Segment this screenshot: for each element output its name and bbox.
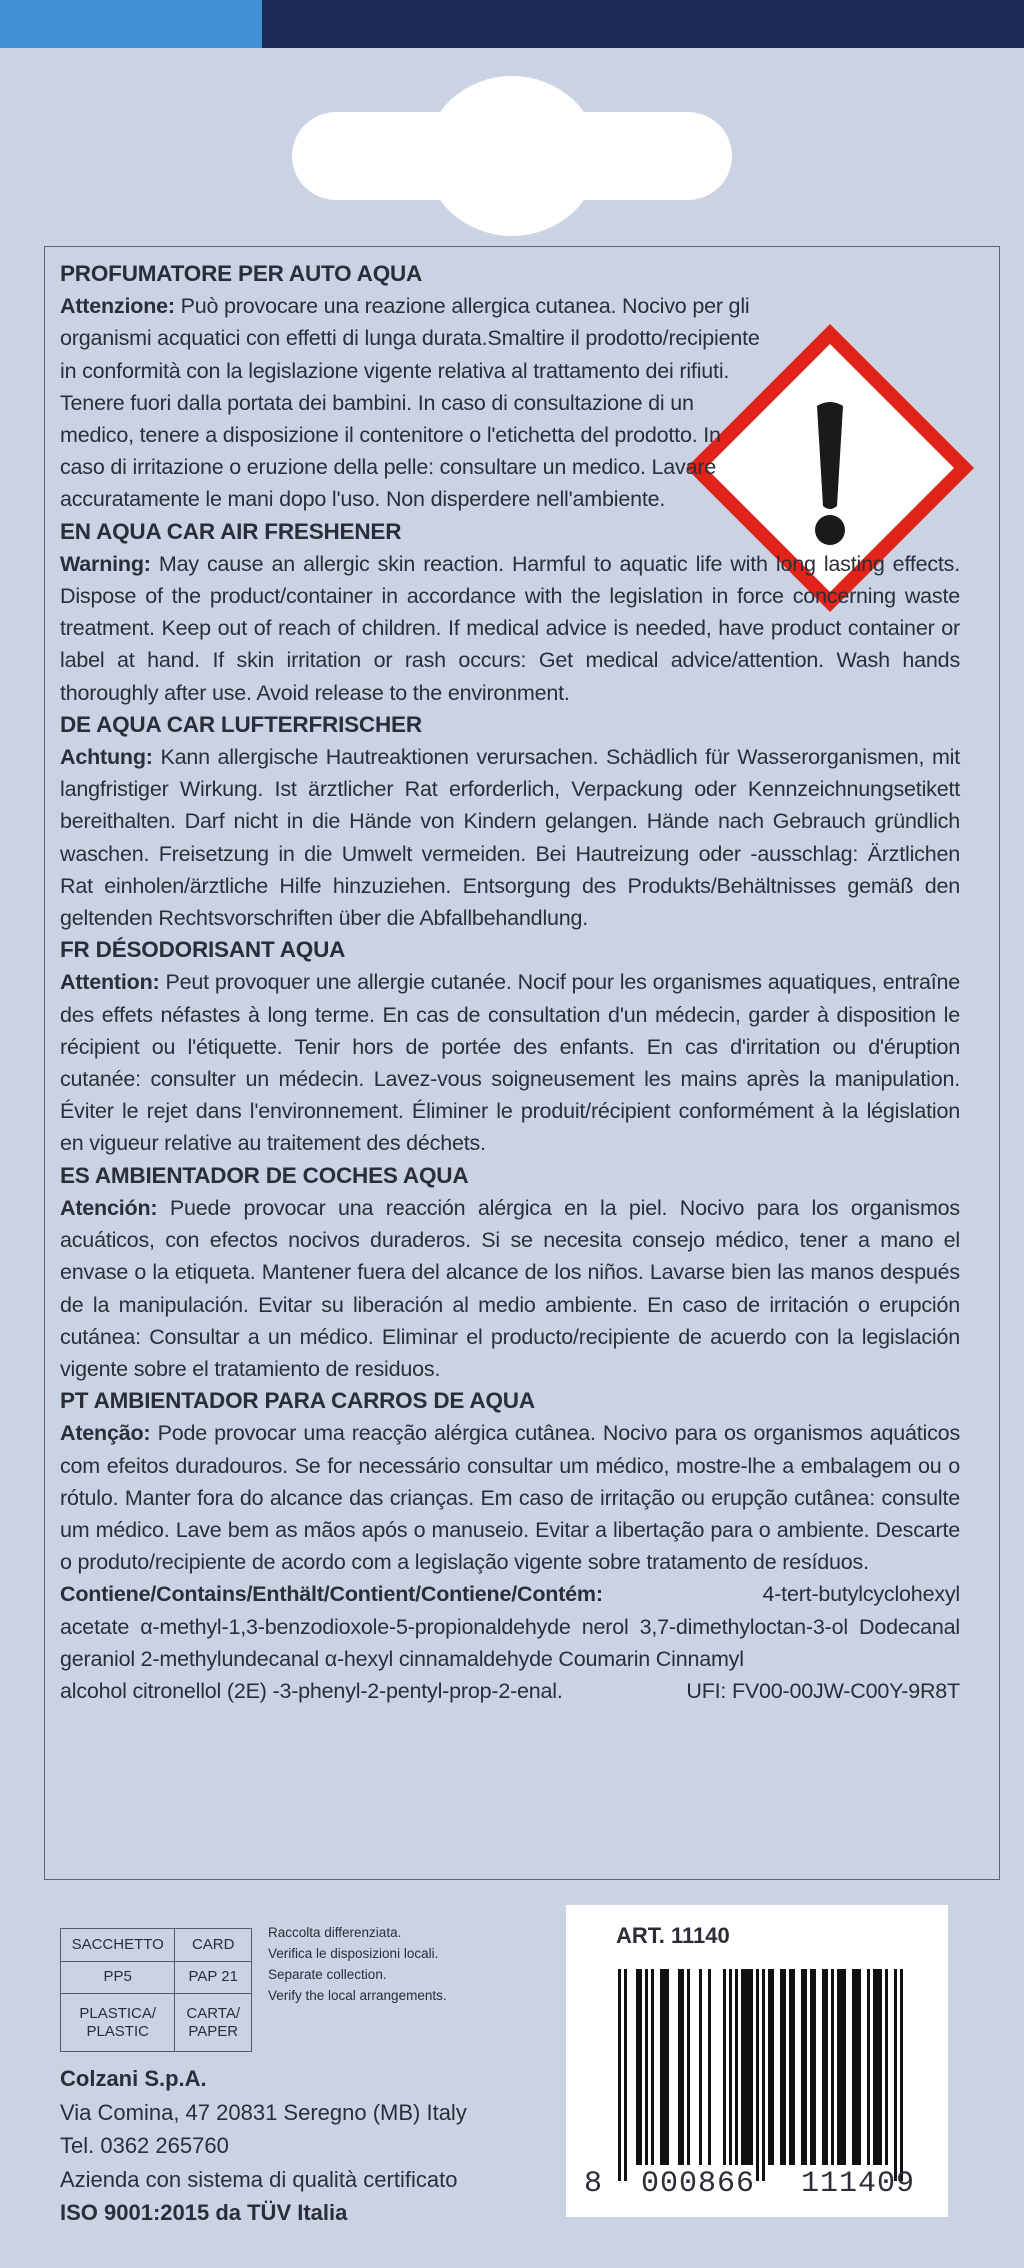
recycle-cell: PP5 — [61, 1961, 175, 1994]
contains-text: acetate α-methyl-1,3-benzodioxole-5-propionaldehyde nerol 3,7-dimethyloctan-3-ol Dodecanal geraniol 2-methylundecanal α-hexyl cinnamaldehyde Coumarin Cinnamyl — [60, 1614, 960, 1671]
barcode-bar — [663, 1969, 666, 2165]
barcode-digits — [584, 2167, 944, 2201]
recycle-note-line: Separate collection. — [268, 1967, 387, 1982]
barcode-bar — [699, 1969, 702, 2165]
barcode-bar — [843, 1969, 846, 2165]
barcode-lead-digit: 8 — [584, 2167, 604, 2201]
company-tel: Tel. 0362 265760 — [60, 2133, 229, 2158]
en-text: May cause an allergic skin reaction. Harmful to aquatic life with long lasting effects. Dispose of the product/container in accordance with the legislation in force concerning waste treatment. Keep out of reach of children. If medical advice is needed, have product container or label at hand. If skin irritation or rash occurs: Get medical advice/attention. Wash hands thoroughly after use. Avoid release to the environment. — [60, 551, 961, 705]
ufi-code: UFI: FV00-00JW-C00Y-9R8T — [686, 1678, 960, 1703]
barcode-bar — [636, 1969, 639, 2165]
de-keyword: Achtung: — [60, 745, 153, 770]
recycle-row — [61, 1929, 252, 1962]
barcode-bar — [780, 1969, 783, 2165]
barcode-bar — [708, 1969, 711, 2165]
barcode-bar — [879, 1969, 882, 2165]
en-keyword: Warning: — [60, 551, 151, 576]
it-title: PROFUMATORE PER AUTO AQUA — [60, 261, 423, 286]
pt-title: PT AMBIENTADOR PARA CARROS DE AQUA — [60, 1388, 535, 1414]
it-text: Può provocare una reazione allergica cutanea. Nocivo per gli organismi acquatici con effetti di lunga durata.Smaltire il prodotto/recipiente in conformità con la legislazione vigente relativa al trattamento dei rifiuti. Tenere fuori dalla portata dei bambini. In caso di consultazione di un medico, tenere a disposizione il contenitore o l'etichetta del prodotto. In caso di irritazione o eruzione della pelle: consultare un medico. Lavare accuratamente le mani dopo l'uso. Non disperdere nell'ambiente. — [60, 294, 760, 512]
barcode-bar — [771, 1969, 774, 2165]
barcode-bar — [666, 1969, 669, 2165]
recycle-cell: CARTA/ PAPER — [175, 1994, 252, 2052]
contains-keyword: Contiene/Contains/Enthält/Contient/Contiene/Contém: — [60, 1582, 603, 1607]
barcode-bar — [735, 1969, 738, 2165]
de-title: DE AQUA CAR LUFTERFRISCHER — [60, 711, 422, 737]
barcode-bar — [681, 1969, 684, 2165]
barcode-bar — [651, 1969, 654, 2165]
barcode-bar — [618, 1969, 621, 2181]
barcode-bar — [801, 1969, 804, 2165]
contains-header-row — [60, 1578, 960, 1610]
hang-hole-top — [426, 76, 598, 236]
barcode-bar — [822, 1969, 825, 2165]
barcode-bar — [756, 1969, 759, 2181]
barcode-bar — [783, 1969, 786, 2165]
barcode-panel — [566, 1905, 948, 2217]
barcode-bar — [744, 1969, 747, 2165]
recycle-note — [268, 1922, 488, 2006]
en-paragraph — [60, 548, 960, 709]
recycle-note-line: Verifica le disposizioni locali. — [268, 1946, 439, 1961]
pt-paragraph — [60, 1417, 960, 1578]
company-info — [60, 2062, 560, 2230]
barcode-bar — [804, 1969, 807, 2165]
barcode-bar — [792, 1969, 795, 2165]
barcode-bar — [741, 1969, 744, 2165]
barcode-bar — [687, 1969, 690, 2165]
barcode-bar — [624, 1969, 627, 2181]
barcode-bar — [900, 1969, 903, 2181]
barcode-bar — [810, 1969, 813, 2165]
pt-keyword: Atenção: — [60, 1421, 151, 1446]
es-title: ES AMBIENTADOR DE COCHES AQUA — [60, 1162, 469, 1188]
ufi-row — [60, 1675, 960, 1707]
recycle-cell: PLASTICA/ PLASTIC — [61, 1994, 175, 2052]
barcode-left-digits: 000866 — [640, 2167, 756, 2201]
recycle-note-line: Raccolta differenziata. — [268, 1925, 402, 1940]
top-bar — [0, 0, 1024, 48]
barcode-bar — [858, 1969, 861, 2165]
fr-paragraph — [60, 966, 960, 1159]
de-text: Kann allergische Hautreaktionen verursachen. Schädlich für Wasserorganismen, mit langfristiger Wirkung. Ist ärztlicher Rat erforderlich, Verpackung oder Kennzeichnungsetikett bereithalten. Darf nicht in die Hände von Kindern gelangen. Hände nach Gebrauch gründlich waschen. Freisetzung in die Umwelt vermeiden. Bei Hautreizung oder -ausschlag: Ärztlichen Rat einholen/ärztliche Hilfe hinzuziehen. Entsorgung des Produkts/Behältnisses gemäß den geltenden Rechtsvorschriften über die Abfallbehandlung. — [60, 745, 961, 931]
barcode-bar — [639, 1969, 642, 2165]
recycle-cell: SACCHETTO — [61, 1929, 175, 1962]
barcode-bar — [645, 1969, 648, 2165]
pt-text: Pode provocar uma reacção alérgica cutânea. Nocivo para os organismos aquáticos com efeitos duradouros. Se for necessário consultar um médico, mostre-lhe a embalagem ou o rótulo. Manter fora do alcance das crianças. Em caso de irritação ou erupção cutânea: consulte um médico. Lave bem as mãos após o manuseio. Evitar a libertação para o ambiente. Descarte o produto/recipiente de acordo com a legislação vigente sobre tratamento de resíduos. — [60, 1421, 960, 1575]
company-iso: ISO 9001:2015 da TÜV Italia — [60, 2200, 348, 2225]
it-keyword: Attenzione: — [60, 294, 175, 319]
barcode-bar — [762, 1969, 765, 2181]
barcode-bar — [876, 1969, 879, 2165]
barcode-bar — [852, 1969, 855, 2165]
barcode-bar — [678, 1969, 681, 2165]
contains-last: alcohol citronellol (2E) -3-phenyl-2-pentyl-prop-2-enal. — [60, 1678, 563, 1703]
barcode-bar — [867, 1969, 870, 2165]
fr-text: Peut provoquer une allergie cutanée. Nocif pour les organismes aquatiques, entraîne des effets néfastes à long terme. En cas de consultation d'un médecin, garder à disposition le récipient ou l'étiquette. Tenir hors de portée des enfants. En cas d'irritation ou d'éruption cutanée: consulter un médecin. Lavez-vous soigneusement les mains après la manipulation. Éviter le rejet dans l'environnement. Éliminer le produit/récipient conformément à la législation en vigueur relative au traitement des déchets. — [60, 970, 960, 1156]
es-keyword: Atención: — [60, 1195, 158, 1220]
fr-keyword: Attention: — [60, 970, 160, 995]
barcode-bar — [747, 1969, 750, 2165]
es-paragraph — [60, 1192, 960, 1385]
barcode-bar — [825, 1969, 828, 2165]
barcode-bar — [789, 1969, 792, 2165]
de-paragraph — [60, 741, 960, 934]
barcode-bar — [885, 1969, 888, 2165]
en-title: EN AQUA CAR AIR FRESHENER — [60, 518, 402, 544]
es-text: Puede provocar una reacción alérgica en la piel. Nocivo para los organismos acuáticos, con efectos nocivos duraderos. Si se necesita consejo médico, tener a mano el envase o la etiqueta. Mantener fuera del alcance de los niños. Lavarse bien las manos después de la manipulación. Evitar su liberación al medio ambiente. En caso de irritación o erupción cutánea: Consultar a un médico. Eliminar el producto/recipiente de acuerdo con la legislación vigente sobre el tratamiento de residuos. — [60, 1195, 960, 1381]
barcode-bar — [813, 1969, 816, 2165]
company-quality: Azienda con sistema di qualità certificato — [60, 2166, 458, 2192]
it-paragraph — [60, 290, 760, 515]
barcode-bar — [660, 1969, 663, 2165]
barcode-bar — [840, 1969, 843, 2165]
barcode-bar — [723, 1969, 726, 2165]
company-address: Via Comina, 47 20831 Seregno (MB) Italy — [60, 2099, 467, 2125]
fr-title: FR DÉSODORISANT AQUA — [60, 937, 346, 963]
article-number: ART. 11140 — [616, 1923, 730, 1948]
barcode-bar — [894, 1969, 897, 2181]
barcode-bar — [750, 1969, 753, 2165]
barcode-bar — [729, 1969, 732, 2165]
label-text — [60, 258, 960, 1707]
contains-first: 4-tert-butylcyclohexyl — [762, 1582, 960, 1607]
recycle-row — [61, 1961, 252, 1994]
barcode-bar — [837, 1969, 840, 2165]
barcode-bar — [768, 1969, 771, 2165]
barcode-bar — [855, 1969, 858, 2165]
top-bar-accent — [0, 0, 262, 48]
recycle-table — [60, 1928, 252, 2052]
barcode-bar — [873, 1969, 876, 2165]
recycle-cell: PAP 21 — [175, 1961, 252, 1994]
barcode-right-digits: 111409 — [800, 2167, 916, 2201]
recycle-note-line: Verify the local arrangements. — [268, 1988, 447, 2003]
company-name: Colzani S.p.A. — [60, 2066, 207, 2091]
recycle-cell: CARD — [175, 1929, 252, 1962]
barcode-bar — [831, 1969, 834, 2165]
recycle-row — [61, 1994, 252, 2052]
